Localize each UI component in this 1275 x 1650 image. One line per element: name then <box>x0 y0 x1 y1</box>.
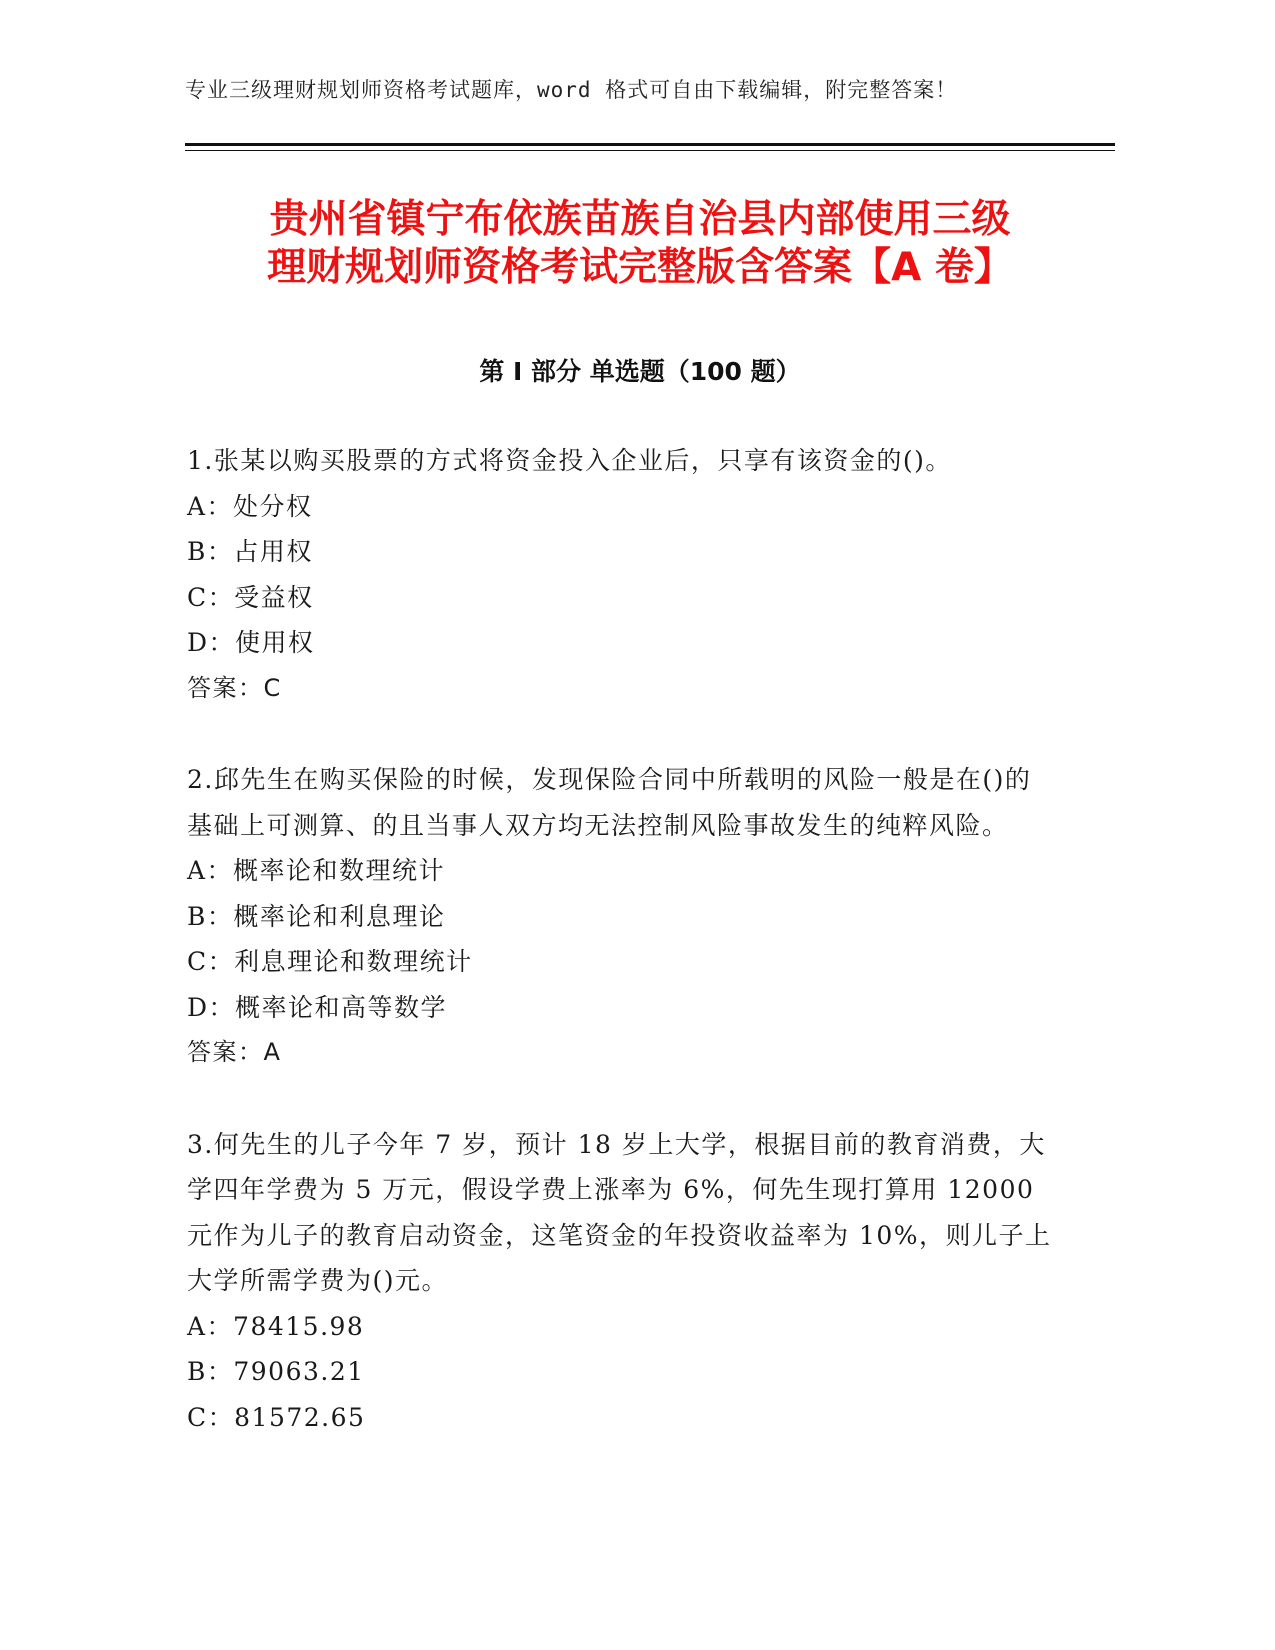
option-c: C：受益权 <box>187 582 314 612</box>
answer: 答案：A <box>187 1038 282 1066</box>
header-rule-thick <box>185 143 1115 146</box>
question-list <box>187 438 1057 1486</box>
option-d: D：概率论和高等数学 <box>187 992 448 1022</box>
header-note: 专业三级理财规划师资格考试题库，word 格式可自由下载编辑，附完整答案！ <box>185 78 958 102</box>
question-3 <box>187 1122 1057 1441</box>
question-stem: 1.张某以购买股票的方式将资金投入企业后，只享有该资金的()。 <box>187 446 952 475</box>
option-c: C：81572.65 <box>187 1402 366 1432</box>
title-line-2: 理财规划师资格考试完整版含答案【A 卷】 <box>267 245 1013 290</box>
option-c: C：利息理论和数理统计 <box>187 947 473 976</box>
header-rule-thin <box>185 150 1115 151</box>
option-b: B：概率论和利息理论 <box>187 901 446 931</box>
section-title: 第 I 部分 单选题（100 题） <box>479 357 801 386</box>
question-1 <box>187 438 1057 711</box>
option-a: A：处分权 <box>187 491 313 521</box>
answer: 答案：C <box>187 673 282 702</box>
document-title <box>185 196 1095 292</box>
question-stem: 2.邱先生在购买保险的时候，发现保险合同中所载明的风险一般是在()的基础上可测算、的且当事人双方均无法控制风险事故发生的纯粹风险。 <box>187 765 1032 840</box>
option-a: A：78415.98 <box>187 1311 365 1341</box>
option-b: B：占用权 <box>187 537 313 566</box>
title-line-1: 贵州省镇宁布依族苗族自治县内部使用三级 <box>269 197 1011 242</box>
question-2 <box>187 757 1057 1076</box>
option-b: B：79063.21 <box>187 1357 365 1386</box>
question-stem: 3.何先生的儿子今年 7 岁，预计 18 岁上大学，根据目前的教育消费，大学四年学费为 5 万元，假设学费上涨率为 6%，何先生现打算用 12000 元作为儿子的教育启动资金，这笔资金的年投资收益率为 10%，则儿子上大学所需学费为()元。 <box>187 1129 1052 1295</box>
option-a: A：概率论和数理统计 <box>187 856 446 885</box>
option-d: D：使用权 <box>187 628 315 657</box>
